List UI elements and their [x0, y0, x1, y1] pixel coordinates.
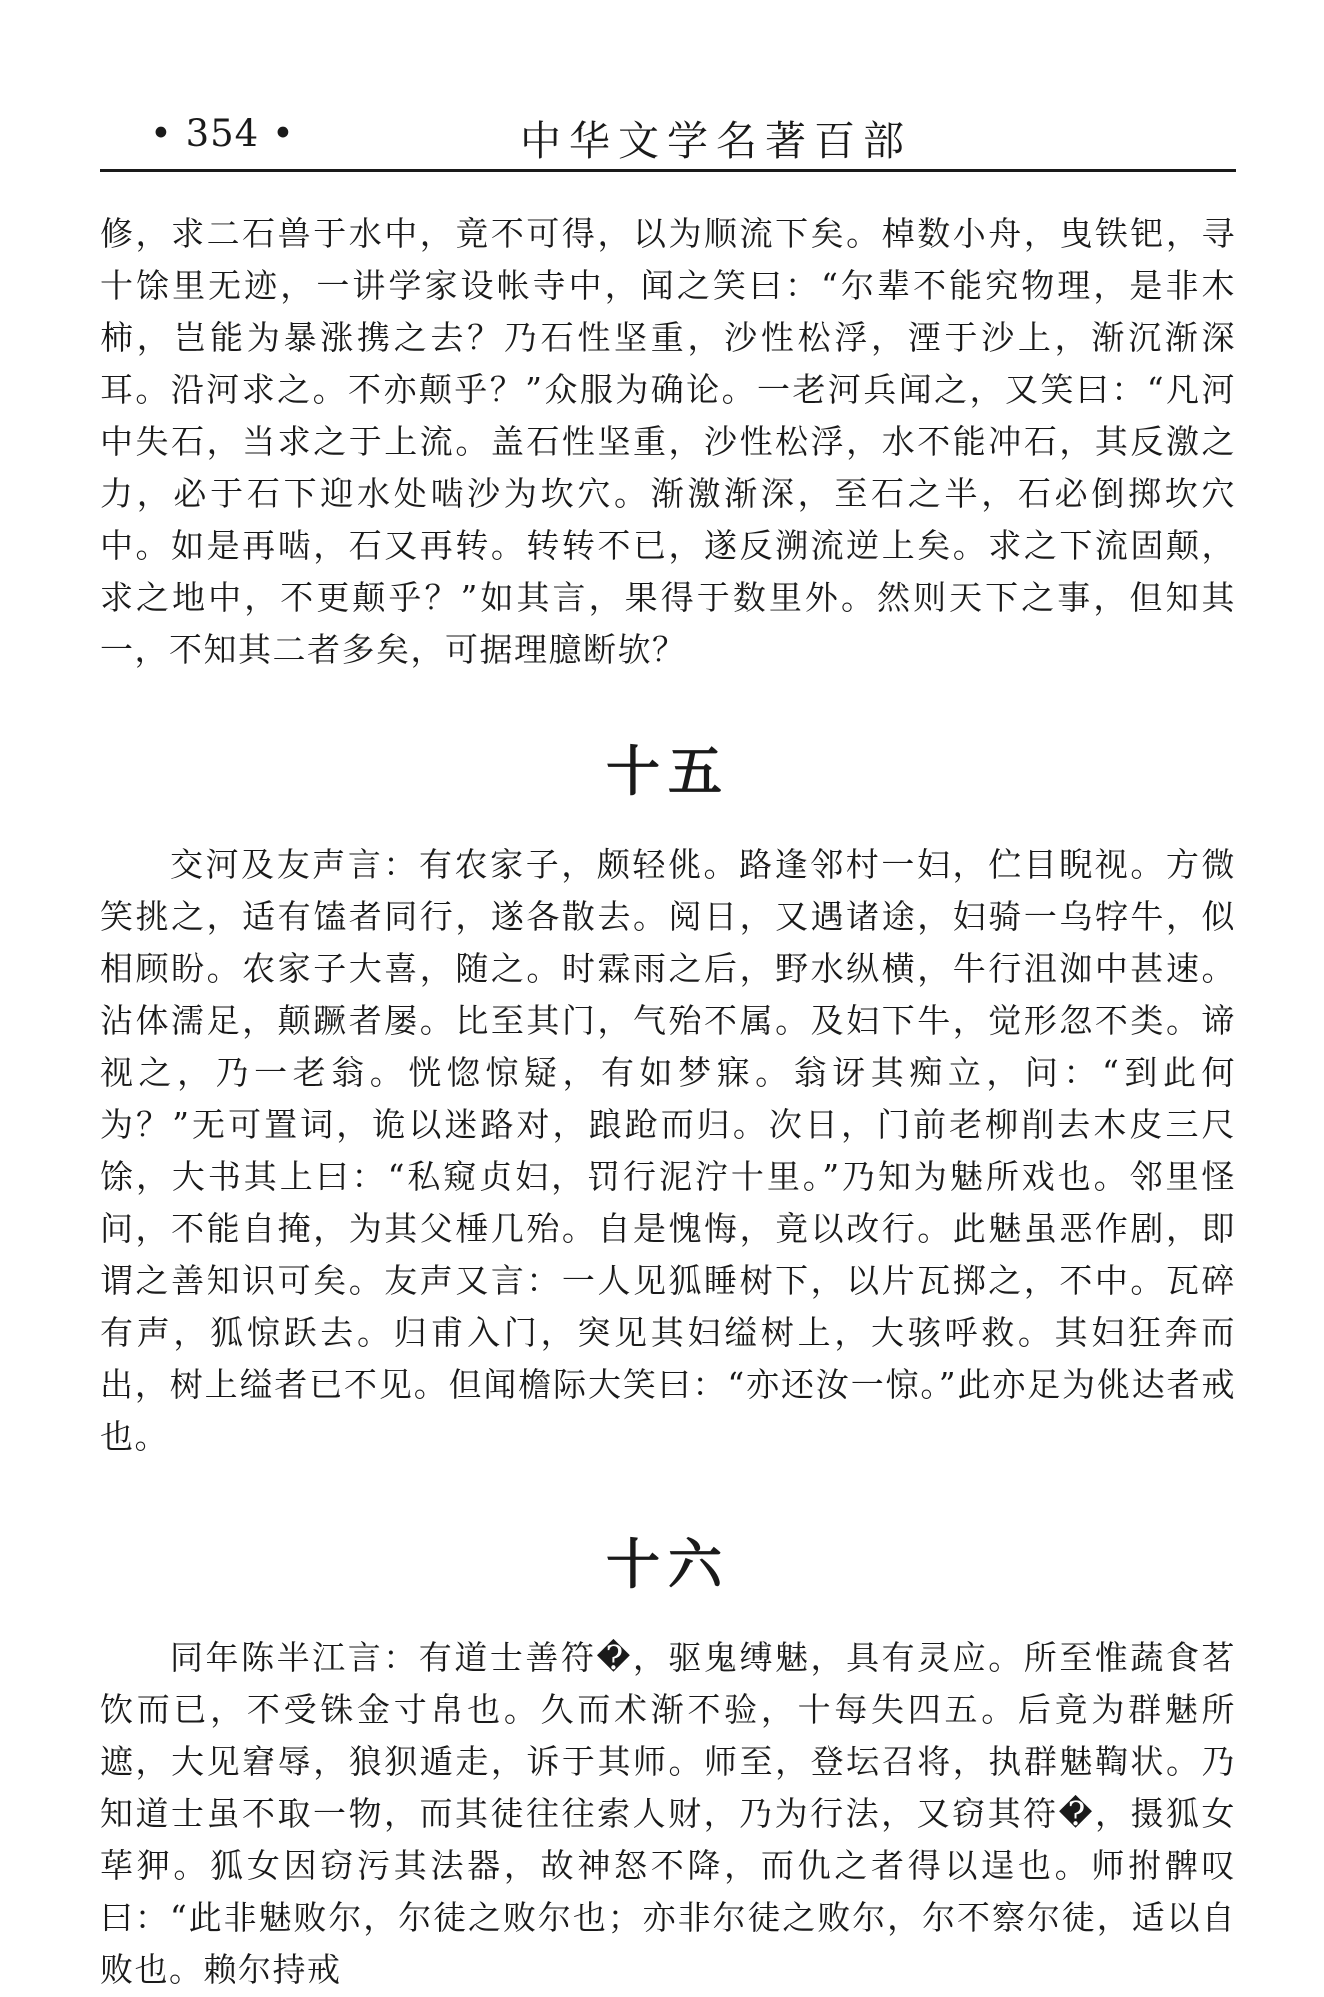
header-rule [100, 169, 1236, 172]
running-title: 中华文学名著百部 [520, 117, 912, 165]
page-header [100, 108, 1236, 170]
page-body [100, 208, 1236, 1996]
section-16-paragraph: 同年陈半江言：有道士善符�，驱鬼缚魅，具有灵应。所至惟蔬食茗饮而已，不受铢金寸帛也。久而术渐不验，十每失四五。后竟为群魅所遮，大见窘辱，狼狈遁走，诉于其师。师至，登坛召将，执群魅鞫状。乃知道士虽不取一物，而其徒往往索人财，乃为行法，又窃其符�，摄狐女荜狎。狐女因窃污其法器，故神怒不降，而仇之者得以逞也。师拊髀叹曰：“此非魅败尔，尔徒之败尔也；亦非尔徒之败尔，尔不察尔徒，适以自败也。赖尔持戒 [100, 1638, 1236, 1989]
section-15-title: 十五 [606, 740, 730, 803]
page-number: • 354 • [150, 112, 295, 155]
section-15-paragraph: 交河及友声言：有农家子，颇轻佻。路逢邻村一妇，伫目睨视。方微笑挑之，适有馌者同行，遂各散去。阅日，又遇诸途，妇骑一乌牸牛，似相顾盼。农家子大喜，随之。时霖雨之后，野水纵横，牛行沮洳中甚速。沾体濡足，颠蹶者屡。比至其门，气殆不属。及妇下牛，觉形忽不类。谛视之，乃一老翁。恍惚惊疑，有如梦寐。翁讶其痴立，问：“到此何为？”无可置词，诡以迷路对，踉跄而归。次日，门前老柳削去木皮三尺馀，大书其上曰：“私窥贞妇，罚行泥泞十里。”乃知为魅所戏也。邻里怪问，不能自掩，为其父棰几殆。自是愧悔，竟以改行。此魅虽恶作剧，即谓之善知识可矣。友声又言：一人见狐睡树下，以片瓦掷之，不中。瓦碎有声，狐惊跃去。归甫入门，突见其妇缢树上，大骇呼救。其妇狂奔而出，树上缢者已不见。但闻檐际大笑曰：“亦还汝一惊。”此亦足为佻达者戒也。 [100, 845, 1236, 1456]
intro-paragraph: 修，求二石兽于水中，竟不可得，以为顺流下矣。棹数小舟，曳铁钯，寻十馀里无迹，一讲学家设帐寺中，闻之笑曰：“尔辈不能究物理，是非木柿，岂能为暴涨携之去？乃石性坚重，沙性松浮，湮于沙上，渐沉渐深耳。沿河求之。不亦颠乎？”众服为确论。一老河兵闻之，又笑曰：“凡河中失石，当求之于上流。盖石性坚重，沙性松浮，水不能冲石，其反激之力，必于石下迎水处啮沙为坎穴。渐激渐深，至石之半，石必倒掷坎穴中。如是再啮，石又再转。转转不已，遂反溯流逆上矣。求之下流固颠，求之地中，不更颠乎？”如其言，果得于数里外。然则天下之事，但知其一，不知其二者多矣，可据理臆断欤？ [100, 214, 1236, 669]
section-16-title: 十六 [606, 1533, 730, 1596]
